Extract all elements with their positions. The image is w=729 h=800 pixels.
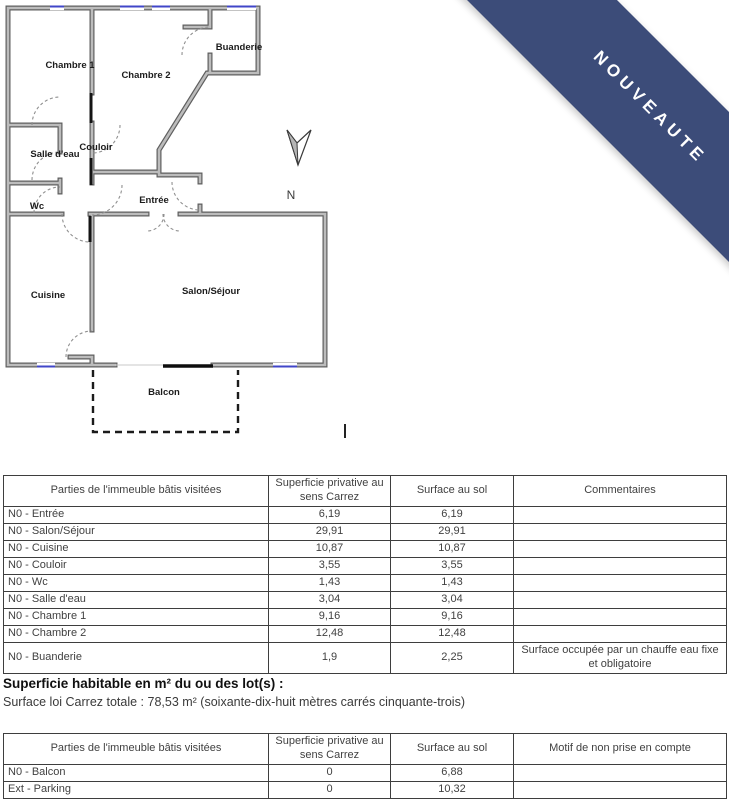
room-label-chambre2: Chambre 2 (121, 70, 171, 81)
room-label-cuisine: Cuisine (30, 290, 66, 301)
row-value: 3,55 (269, 558, 391, 575)
row-value: 6,19 (269, 507, 391, 524)
row-value: 0 (269, 765, 391, 782)
col-header-parties: Parties de l'immeuble bâtis visitées (4, 476, 269, 507)
row-value (514, 558, 727, 575)
carrez-surface-table (3, 475, 727, 674)
row-value: 6,19 (391, 507, 514, 524)
row-value: 1,9 (269, 643, 391, 674)
row-label: N0 - Couloir (4, 558, 269, 575)
table-row (4, 575, 727, 592)
row-value: 3,04 (391, 592, 514, 609)
row-value (514, 524, 727, 541)
col-header-surface: Surface au sol (391, 476, 514, 507)
room-label-salon: Salon/Séjour (181, 286, 241, 297)
row-value: 0 (269, 782, 391, 799)
row-value: 10,32 (391, 782, 514, 799)
table-row (4, 558, 727, 575)
row-value (514, 782, 727, 799)
row-value: 10,87 (391, 541, 514, 558)
table-header-row (4, 734, 727, 765)
row-value: 1,43 (391, 575, 514, 592)
row-value: Surface occupée par un chauffe eau fixe et obligatoire (514, 643, 727, 674)
table-header-row (4, 476, 727, 507)
excluded-surface-table (3, 733, 727, 799)
row-label: N0 - Chambre 1 (4, 609, 269, 626)
row-label: N0 - Entrée (4, 507, 269, 524)
row-label: Ext - Parking (4, 782, 269, 799)
row-value (514, 507, 727, 524)
row-value: 2,25 (391, 643, 514, 674)
ribbon-label: NOUVEAUTE (589, 47, 711, 168)
table-row (4, 643, 727, 674)
new-listing-ribbon (441, 0, 729, 313)
table-row (4, 626, 727, 643)
row-value: 3,04 (269, 592, 391, 609)
compass-icon (287, 130, 311, 202)
row-label: N0 - Salle d'eau (4, 592, 269, 609)
col-header-surface: Surface au sol (391, 734, 514, 765)
table-row (4, 507, 727, 524)
col-header-superficie: Superficie privative au sens Carrez (269, 734, 391, 765)
row-value: 6,88 (391, 765, 514, 782)
room-label-entree: Entrée (139, 195, 169, 206)
row-value: 9,16 (269, 609, 391, 626)
room-label-salledeau: Salle d'eau (30, 149, 80, 160)
room-label-couloir: Couloir (79, 142, 113, 153)
row-value: 10,87 (269, 541, 391, 558)
row-value: 9,16 (391, 609, 514, 626)
table-row (4, 592, 727, 609)
row-label: N0 - Wc (4, 575, 269, 592)
row-value: 1,43 (269, 575, 391, 592)
col-header-parties: Parties de l'immeuble bâtis visitées (4, 734, 269, 765)
row-value: 12,48 (391, 626, 514, 643)
row-value (514, 609, 727, 626)
row-value: 12,48 (269, 626, 391, 643)
row-label: N0 - Chambre 2 (4, 626, 269, 643)
balcony-outline (93, 370, 238, 432)
col-header-comments: Commentaires (514, 476, 727, 507)
row-label: N0 - Buanderie (4, 643, 269, 674)
row-value (514, 592, 727, 609)
row-value: 3,55 (391, 558, 514, 575)
row-value (514, 626, 727, 643)
table-row (4, 609, 727, 626)
table-row (4, 782, 727, 799)
room-label-balcon: Balcon (148, 387, 180, 398)
row-label: N0 - Cuisine (4, 541, 269, 558)
room-label-buanderie: Buanderie (215, 42, 263, 53)
row-label: N0 - Salon/Séjour (4, 524, 269, 541)
room-label-wc: Wc (29, 201, 45, 212)
room-label-chambre1: Chambre 1 (45, 60, 95, 71)
table-row (4, 541, 727, 558)
row-value: 29,91 (391, 524, 514, 541)
col-header-superficie: Superficie privative au sens Carrez (269, 476, 391, 507)
habitable-surface-title: Superficie habitable en m² du ou des lot(s) : (3, 676, 284, 691)
row-value: 29,91 (269, 524, 391, 541)
room-labels (30, 42, 262, 398)
floorplan (0, 0, 360, 450)
carrez-total-line: Surface loi Carrez totale : 78,53 m² (soixante-dix-huit mètres carrés cinquante-trois) (3, 695, 465, 709)
door-leaves (90, 93, 213, 366)
col-header-motif: Motif de non prise en compte (514, 734, 727, 765)
row-value (514, 765, 727, 782)
table-row (4, 524, 727, 541)
row-label: N0 - Balcon (4, 765, 269, 782)
row-value (514, 541, 727, 558)
row-value (514, 575, 727, 592)
table-row (4, 765, 727, 782)
compass-label: N (286, 188, 296, 202)
